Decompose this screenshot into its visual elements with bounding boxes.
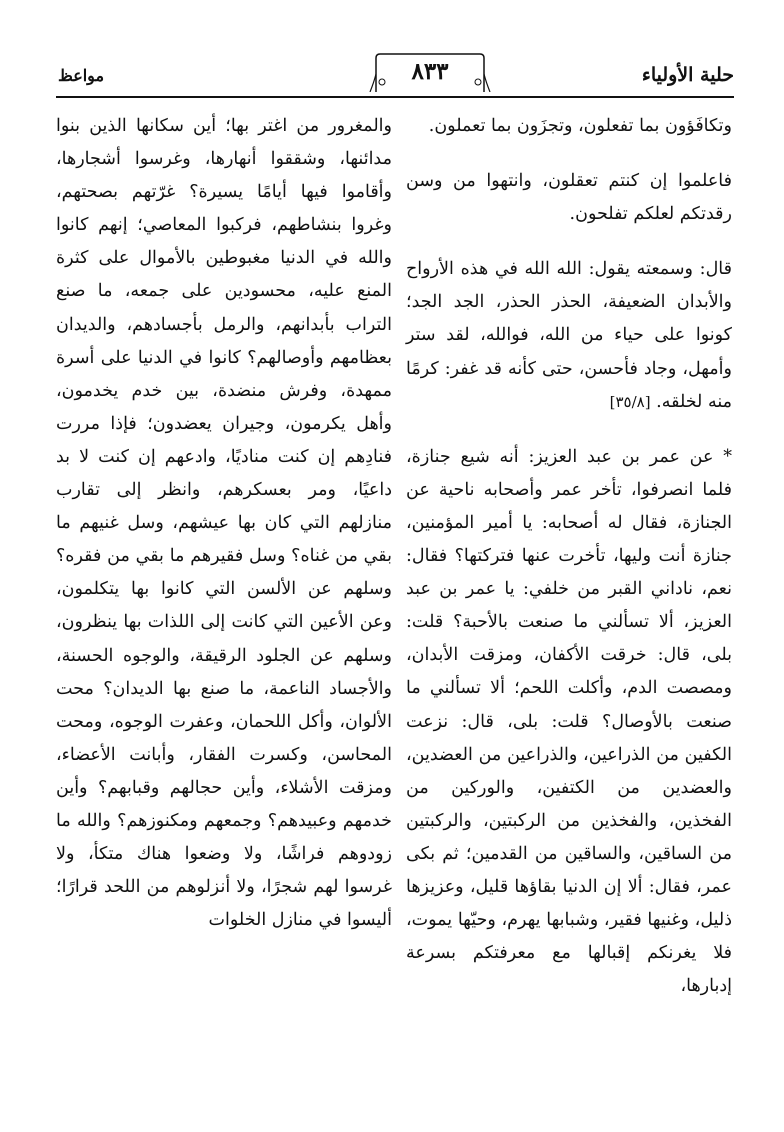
header-divider (56, 96, 734, 98)
paragraph-gap (406, 419, 732, 441)
left-text-column (56, 110, 392, 937)
paragraph-text: قال: وسمعته يقول: الله الله في هذه الأرواح والأبدان الضعيفة، الحذر الحذر، الجد الجد؛ كونوا على حياء من الله، فوالله، لقد ستر وأمهل، وجاد فأحسن، حتى كأنه قد غفر: كرمًا منه لخلقه. (406, 259, 732, 412)
paragraph-gap (406, 231, 732, 253)
paragraph-gap (406, 143, 732, 165)
paragraph: والمغرور من اغتر بها؛ أين سكانها الذين بنوا مدائنها، وشققوا أنهارها، وغرسوا أشجارها، وأقاموا فيها أيامًا يسيرة؟ غرّتهم بصحتهم، وغروا بنشاطهم، فركبوا المعاصي؛ إنهم كانوا والله في الدنيا مغبوطين بالأموال على كثرة المنع عليه، محسودين على جمعه، ما صنع التراب بأبدانهم، والرمل بأجسادهم، والديدان بعظامهم وأوصالهم؟ كانوا في الدنيا على أسرة ممهدة، وفرش منضدة، بين خدم يخدمون، وأهل يكرمون، وجيران يعضدون؛ فإذا مررت فنادِهم إن كنت مناديًا، وادعهم إن كنت لا بد داعيًا، ومر بعسكرهم، وانظر إلى تقارب منازلهم التي كان بها عيشهم، وسل غنيهم ما بقي من غناه؟ وسل فقيرهم ما بقي من فقره؟ وسلهم عن الألسن التي كانوا بها يتكلمون، وعن الأعين التي كانت إلى اللذات بها ينظرون، وسلهم عن الجلود الرقيقة، والوجوه الحسنة، والأجساد الناعمة، ما صنع بها الديدان؟ محت الألوان، وأكل اللحمان، وعفرت الوجوه، ومحت المحاسن، وكسرت الفقار، وأبانت الأعضاء، ومزقت الأشلاء، وأين حجالهم وقبابهم؟ وأين خدمهم وعبيدهم؟ وجمعهم ومكنوزهم؟ والله ما زودوهم فراشًا، ولا وضعوا هناك متكأ، ولا غرسوا لهم شجرًا، ولا أنزلوهم من اللحد قرارًا؛ أليسوا في منازل الخلوات (56, 116, 392, 931)
section-title: مواعظ (58, 66, 105, 85)
paragraph: * عن عمر بن عبد العزيز: أنه شيع جنازة، فلما انصرفوا، تأخر عمر وأصحابه ناحية عن الجنازة، فقال له أصحابه: يا أمير المؤمنين، جنازة أنت وليها، تأخرت عنها فتركتها؟ فقال: نعم، ناداني القبر من خلفي: يا عمر بن عبد العزيز، ألا تسألني ما صنعت بالأحبة؟ قلت: بلى، قال: خرقت الأكفان، ومزقت الأبدان، ومصصت الدم، وأكلت اللحم؛ ألا تسألني ما صنعت بالأوصال؟ قلت: بلى، قال: نزعت الكفين من الذراعين، والذراعين من العضدين، والعضدين من الكتفين، والوركين من الفخذين، والفخذين من الركبتين، والركبتين من الساقين، والساقين من القدمين؛ ثم بكى عمر، فقال: ألا إن الدنيا بقاؤها قليل، وعزيزها ذليل، وغنيها فقير، وشبابها يهرم، وحيّها يموت، فلا يغرنكم إقبالها مع معرفتكم بسرعة إدبارها، (406, 446, 732, 997)
paragraph: فاعلموا إن كنتم تعقلون، وانتهوا من وسن رقدتكم لعلكم تفلحون. (406, 171, 732, 225)
page-number-frame (368, 52, 492, 92)
source-reference: [٣٥/٨] (609, 392, 651, 411)
running-header (56, 52, 734, 100)
book-title: حلية الأولياء (641, 64, 734, 86)
right-text-column (406, 110, 732, 1003)
paragraph: وتكافَؤون بما تفعلون، وتجزَون بما تعملون. (428, 116, 732, 136)
paragraph (406, 253, 732, 418)
page-number: ٨٣٣ (411, 58, 449, 85)
